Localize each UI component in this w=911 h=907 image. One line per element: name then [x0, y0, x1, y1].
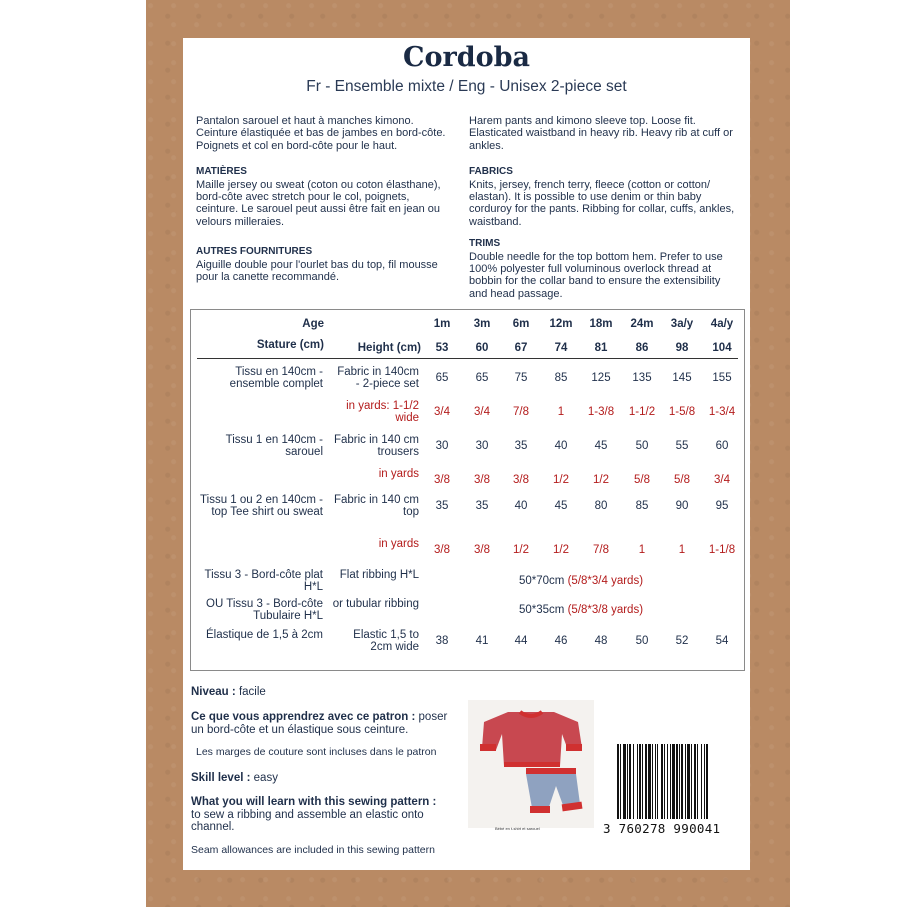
fr-intro: Pantalon sarouel et haut à manches kimono. Ceinture élastiquée et bas de jambes en bord-côte. Poignets et col en bord-côte pour le haut.	[196, 115, 446, 152]
table-cell: 55	[675, 440, 689, 452]
learn-en-label: What you will learn with this sewing pattern :	[191, 796, 437, 808]
age-column-header: 18m	[589, 318, 613, 330]
age-column-header: 3m	[473, 318, 491, 330]
span-value-yards: (5/8*3/4 yards)	[567, 575, 644, 587]
header-divider	[197, 358, 738, 359]
table-cell: 30	[475, 440, 489, 452]
barcode-bar	[706, 744, 708, 819]
table-cell: 125	[591, 372, 611, 384]
table-cell: 50	[635, 440, 649, 452]
table-cell: 7/8	[513, 406, 529, 418]
learn-en-value: to sew a ribbing and assemble an elastic onto channel.	[191, 808, 424, 833]
height-column-header: 86	[635, 342, 649, 354]
fr-supplies-heading: AUTRES FOURNITURES	[196, 246, 313, 258]
barcode-bar	[617, 744, 619, 819]
level-fr	[191, 686, 461, 699]
skill-en	[191, 772, 461, 785]
barcode-bar	[701, 744, 702, 819]
page-title: Cordoba	[403, 42, 530, 73]
barcode-bar	[664, 744, 665, 819]
table-span-cell	[441, 604, 819, 616]
en-trims-text: Double needle for the top bottom hem. Prefer to use 100% polyester full voluminous overlock thread at bobbin for the collar band to ensure the extensibility and head passage.	[469, 250, 723, 300]
table-cell: 75	[514, 372, 528, 384]
height-column-header: 53	[435, 342, 449, 354]
table-cell: 7/8	[593, 544, 609, 556]
barcode-bar	[639, 744, 641, 819]
barcode-bar	[637, 744, 638, 819]
barcode-bar	[648, 744, 651, 819]
table-cell: 48	[594, 635, 608, 647]
table-cell: 80	[594, 500, 608, 512]
table-cell: 5/8	[674, 474, 690, 486]
table-cell: 1	[678, 544, 686, 556]
table-cell: 46	[554, 635, 568, 647]
table-cell: 1	[557, 406, 565, 418]
table-cell: 3/8	[434, 544, 450, 556]
barcode-bar	[691, 744, 692, 819]
table-cell: 40	[514, 500, 528, 512]
barcode-bar	[627, 744, 628, 819]
table-cell: 60	[715, 440, 729, 452]
span-value: 50*35cm	[519, 604, 565, 616]
barcode-bar	[655, 744, 656, 819]
baby-outfit-illustration	[468, 700, 594, 828]
barcode-bar	[661, 744, 663, 819]
age-column-header: 1m	[433, 318, 451, 330]
en-intro: Harem pants and kimono sleeve top. Loose fit. Elasticated waistband in heavy rib. Heavy rib at cuff or ankles.	[469, 115, 733, 152]
row-label-en: or tubular ribbing	[332, 598, 419, 610]
table-cell: 3/4	[474, 406, 490, 418]
table-cell: 30	[435, 440, 449, 452]
height-label: Height (cm)	[357, 342, 421, 354]
row-label-fr: Tissu en 140cm - ensemble complet	[229, 366, 323, 390]
table-cell: 1-3/4	[708, 406, 736, 418]
table-cell: 85	[635, 500, 649, 512]
fr-supplies-text: Aiguille double pour l'ourlet bas du top, fil mousse pour la canette recommandé.	[196, 258, 438, 284]
height-column-header: 104	[712, 342, 732, 354]
age-column-header: 6m	[512, 318, 530, 330]
en-fabrics-text: Knits, jersey, french terry, fleece (cotton or cotton/ elastan). It is possible to use denim or thin baby corduroy for the pants. Ribbing for collar, cuffs, ankles, waistband.	[469, 178, 735, 228]
row-label-en: in yards	[378, 468, 419, 480]
barcode-bar	[676, 744, 678, 819]
table-cell: 1-1/2	[628, 406, 656, 418]
table-cell: 1/2	[553, 544, 569, 556]
table-cell: 3/4	[434, 406, 450, 418]
product-photo	[468, 700, 594, 828]
barcode-bar	[687, 744, 690, 819]
learn-en	[191, 796, 461, 834]
row-label-fr: Tissu 1 en 140cm - sarouel	[225, 434, 323, 458]
en-fabrics-heading: FABRICS	[469, 166, 513, 178]
barcode-bar	[672, 744, 675, 819]
height-column-header: 81	[594, 342, 608, 354]
table-cell: 35	[514, 440, 528, 452]
table-cell: 145	[672, 372, 692, 384]
table-cell: 44	[514, 635, 528, 647]
table-cell: 95	[715, 500, 729, 512]
row-label-en: Fabric in 140 cm trousers	[333, 434, 419, 458]
row-label-en: in yards: 1-1/2 wide	[346, 400, 419, 424]
row-label-fr: Élastique de 1,5 à 2cm	[206, 629, 323, 641]
table-cell: 1	[638, 544, 646, 556]
barcode-bar	[652, 744, 653, 819]
barcode-bar	[685, 744, 686, 819]
seam-allowance-en: Seam allowances are included in this sewing pattern	[191, 844, 435, 856]
barcode-bar	[667, 744, 668, 819]
table-cell: 1/2	[593, 474, 609, 486]
barcode-bar	[623, 744, 626, 819]
barcode-bar	[681, 744, 683, 819]
table-cell: 3/4	[714, 474, 730, 486]
table-cell: 135	[632, 372, 652, 384]
barcode-bar	[642, 744, 643, 819]
barcode-bar	[629, 744, 631, 819]
table-cell: 38	[435, 635, 449, 647]
table-cell: 41	[475, 635, 489, 647]
level-label: Niveau :	[191, 686, 236, 698]
barcode-bar	[620, 744, 621, 819]
seam-allowance-fr: Les marges de couture sont incluses dans le patron	[196, 746, 437, 758]
stature-label: Stature (cm)	[256, 339, 324, 351]
barcode-bar	[694, 744, 696, 819]
height-column-header: 67	[514, 342, 528, 354]
french-description	[196, 115, 448, 283]
barcode	[617, 744, 739, 819]
barcode-bar	[633, 744, 634, 819]
learn-fr	[191, 711, 461, 736]
row-label-en: Fabric in 140 cm top	[333, 494, 419, 518]
age-column-header: 4a/y	[710, 318, 734, 330]
table-cell: 40	[554, 440, 568, 452]
barcode-bar	[670, 744, 671, 819]
table-cell: 1/2	[513, 544, 529, 556]
page-subtitle: Fr - Ensemble mixte / Eng - Unisex 2-piece set	[306, 78, 627, 95]
pattern-sheet	[183, 38, 750, 870]
age-column-header: 12m	[549, 318, 573, 330]
barcode-number: 3 760278 990041	[603, 821, 721, 836]
table-cell: 50	[635, 635, 649, 647]
table-cell: 1/2	[553, 474, 569, 486]
table-span-cell	[441, 575, 819, 587]
table-cell: 52	[675, 635, 689, 647]
age-label: Age	[302, 318, 324, 330]
table-cell: 54	[715, 635, 729, 647]
size-yardage-table	[190, 309, 745, 671]
height-column-header: 74	[554, 342, 568, 354]
row-label-en: Elastic 1,5 to 2cm wide	[353, 629, 419, 653]
row-label-en: Flat ribbing H*L	[339, 569, 419, 581]
english-description	[469, 115, 739, 300]
table-cell: 45	[594, 440, 608, 452]
table-cell: 1-3/8	[587, 406, 615, 418]
learn-fr-label: Ce que vous apprendrez avec ce patron :	[191, 711, 416, 723]
table-cell: 35	[435, 500, 449, 512]
table-cell: 65	[475, 372, 489, 384]
photo-caption: Bébé en t-shirt et sarouel	[495, 826, 540, 831]
barcode-bar	[657, 744, 658, 819]
row-label-fr: Tissu 1 ou 2 en 140cm - top Tee shirt ou sweat	[200, 494, 323, 518]
age-column-header: 24m	[630, 318, 654, 330]
height-column-header: 98	[675, 342, 689, 354]
table-cell: 3/8	[434, 474, 450, 486]
table-cell: 1-1/8	[708, 544, 736, 556]
table-cell: 45	[554, 500, 568, 512]
table-cell: 3/8	[474, 474, 490, 486]
barcode-bar	[645, 744, 647, 819]
span-value: 50*70cm	[519, 575, 565, 587]
table-cell: 155	[712, 372, 732, 384]
barcode-bar	[697, 744, 698, 819]
row-label-fr: Tissu 3 - Bord-côte plat H*L	[204, 569, 323, 593]
height-column-header: 60	[475, 342, 489, 354]
age-column-header: 3a/y	[670, 318, 694, 330]
table-cell: 3/8	[474, 544, 490, 556]
row-label-en: Fabric in 140cm - 2-piece set	[337, 366, 419, 390]
span-value-yards: (5/8*3/8 yards)	[567, 604, 644, 616]
fr-materials-text: Maille jersey ou sweat (coton ou coton élasthane), bord-côte avec stretch pour le col, poignets, ceinture. Le sarouel peut aussi être fait en jean ou velours milleraies.	[196, 178, 441, 228]
row-label-fr: OU Tissu 3 - Bord-côte Tubulaire H*L	[206, 598, 323, 622]
fr-materials-heading: MATIÈRES	[196, 166, 247, 178]
table-cell: 85	[554, 372, 568, 384]
en-trims-heading: TRIMS	[469, 238, 501, 250]
table-cell: 90	[675, 500, 689, 512]
table-cell: 3/8	[513, 474, 529, 486]
table-cell: 65	[435, 372, 449, 384]
row-label-en: in yards	[378, 538, 419, 550]
learn-fr-value: poser un bord-côte et un élastique sous ceinture.	[191, 711, 448, 736]
skill-label: Skill level :	[191, 772, 251, 784]
barcode-bar	[704, 744, 705, 819]
table-cell: 1-5/8	[668, 406, 696, 418]
skill-value: easy	[253, 772, 278, 784]
barcode-bar	[679, 744, 680, 819]
level-value: facile	[238, 686, 266, 698]
table-cell: 5/8	[634, 474, 650, 486]
table-cell: 35	[475, 500, 489, 512]
